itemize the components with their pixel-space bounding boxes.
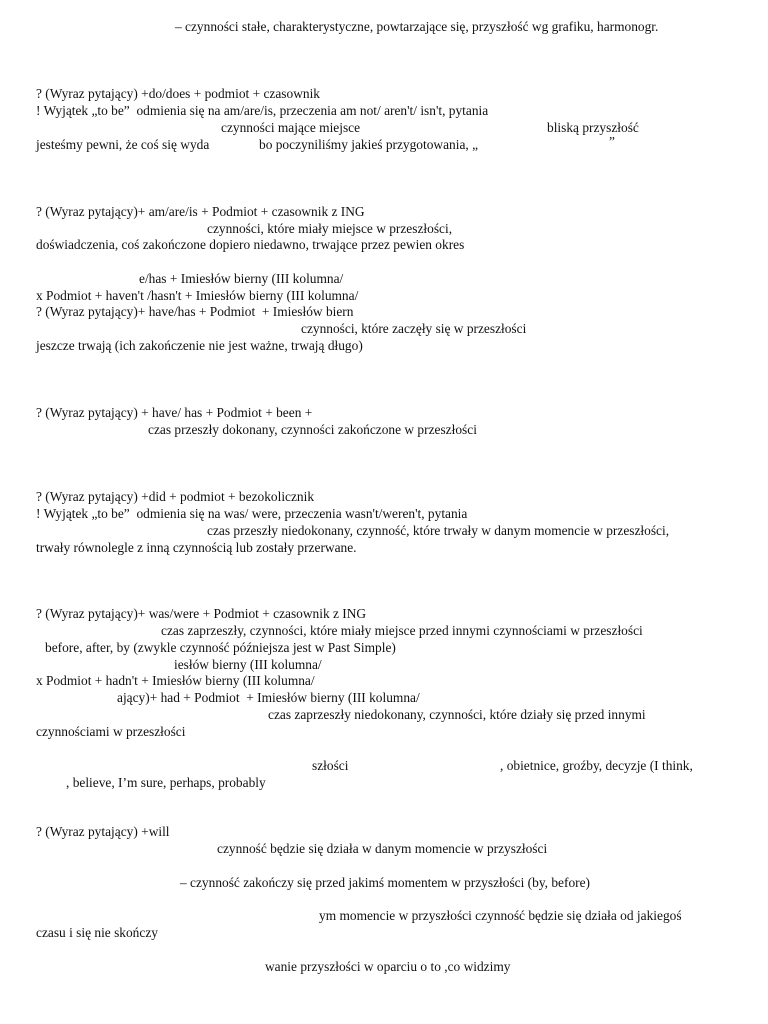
- text-line: x Podmiot + haven't /hasn't + Imiesłów bierny (III kolumna/: [36, 288, 359, 303]
- text-line: czynności, które miały miejsce w przeszłości,: [207, 221, 453, 236]
- text-line: bo poczyniliśmy jakieś przygotowania, „: [259, 137, 479, 152]
- text-line: wanie przyszłości w oparciu o to ,co widzimy: [265, 959, 511, 974]
- text-line: bliską przyszłość: [547, 120, 639, 135]
- text-line: ”: [609, 134, 615, 149]
- text-line: trwały równolegle z inną czynnością lub zostały przerwane.: [36, 540, 357, 555]
- text-line: iesłów bierny (III kolumna/: [174, 657, 322, 672]
- text-line: ? (Wyraz pytający) +did + podmiot + bezokolicznik: [36, 489, 315, 504]
- text-line: ? (Wyraz pytający) + have/ has + Podmiot + been +: [36, 405, 313, 420]
- text-line: czynności, które zaczęły się w przeszłości: [301, 321, 527, 336]
- text-line: e/has + Imiesłów bierny (III kolumna/: [139, 271, 344, 286]
- text-line: ! Wyjątek „to be” odmienia się na am/are/is, przeczenia am not/ aren't/ isn't, pytania: [36, 103, 489, 118]
- text-line: ? (Wyraz pytający)+ have/has + Podmiot + Imiesłów biern: [36, 304, 354, 319]
- text-line: – czynność zakończy się przed jakimś momentem w przyszłości (by, before): [180, 875, 591, 890]
- text-line: ? (Wyraz pytający) +do/does + podmiot + czasownik: [36, 86, 320, 101]
- text-line: ? (Wyraz pytający)+ was/were + Podmiot + czasownik z ING: [36, 606, 367, 621]
- text-line: – czynności stałe, charakterystyczne, powtarzające się, przyszłość wg grafiku, harmonogr.: [175, 19, 659, 34]
- text-line: ? (Wyraz pytający)+ am/are/is + Podmiot + czasownik z ING: [36, 204, 365, 219]
- text-line: ! Wyjątek „to be” odmienia się na was/ were, przeczenia wasn't/weren't, pytania: [36, 506, 468, 521]
- text-line: ym momencie w przyszłości czynność będzie się działa od jakiegoś: [319, 908, 682, 923]
- text-line: czynność będzie się działa w danym momencie w przyszłości: [217, 841, 548, 856]
- text-line: czynnościami w przeszłości: [36, 724, 186, 739]
- text-line: czynności mające miejsce: [221, 120, 361, 135]
- text-line: jesteśmy pewni, że coś się wyda: [36, 137, 210, 152]
- text-line: czas przeszły niedokonany, czynność, które trwały w danym momencie w przeszłości,: [207, 523, 670, 538]
- text-line: czas przeszły dokonany, czynności zakończone w przeszłości: [148, 422, 477, 437]
- text-line: czas zaprzeszły niedokonany, czynności, które działy się przed innymi: [268, 707, 646, 722]
- text-line: , believe, I’m sure, perhaps, probably: [66, 775, 266, 790]
- text-line: czasu i się nie skończy: [36, 925, 158, 940]
- text-line: , obietnice, groźby, decyzje (I think,: [500, 758, 693, 773]
- text-line: jeszcze trwają (ich zakończenie nie jest ważne, trwają długo): [36, 338, 363, 353]
- text-line: before, after, by (zwykle czynność późniejsza jest w Past Simple): [45, 640, 396, 655]
- text-line: x Podmiot + hadn't + Imiesłów bierny (III kolumna/: [36, 673, 315, 688]
- text-line: ający)+ had + Podmiot + Imiesłów bierny (III kolumna/: [117, 690, 420, 705]
- text-line: szłości: [312, 758, 349, 773]
- text-line: czas zaprzeszły, czynności, które miały miejsce przed innymi czynnościami w przeszłości: [161, 623, 643, 638]
- text-line: doświadczenia, coś zakończone dopiero niedawno, trwające przez pewien okres: [36, 237, 465, 252]
- text-line: ? (Wyraz pytający) +will: [36, 824, 170, 839]
